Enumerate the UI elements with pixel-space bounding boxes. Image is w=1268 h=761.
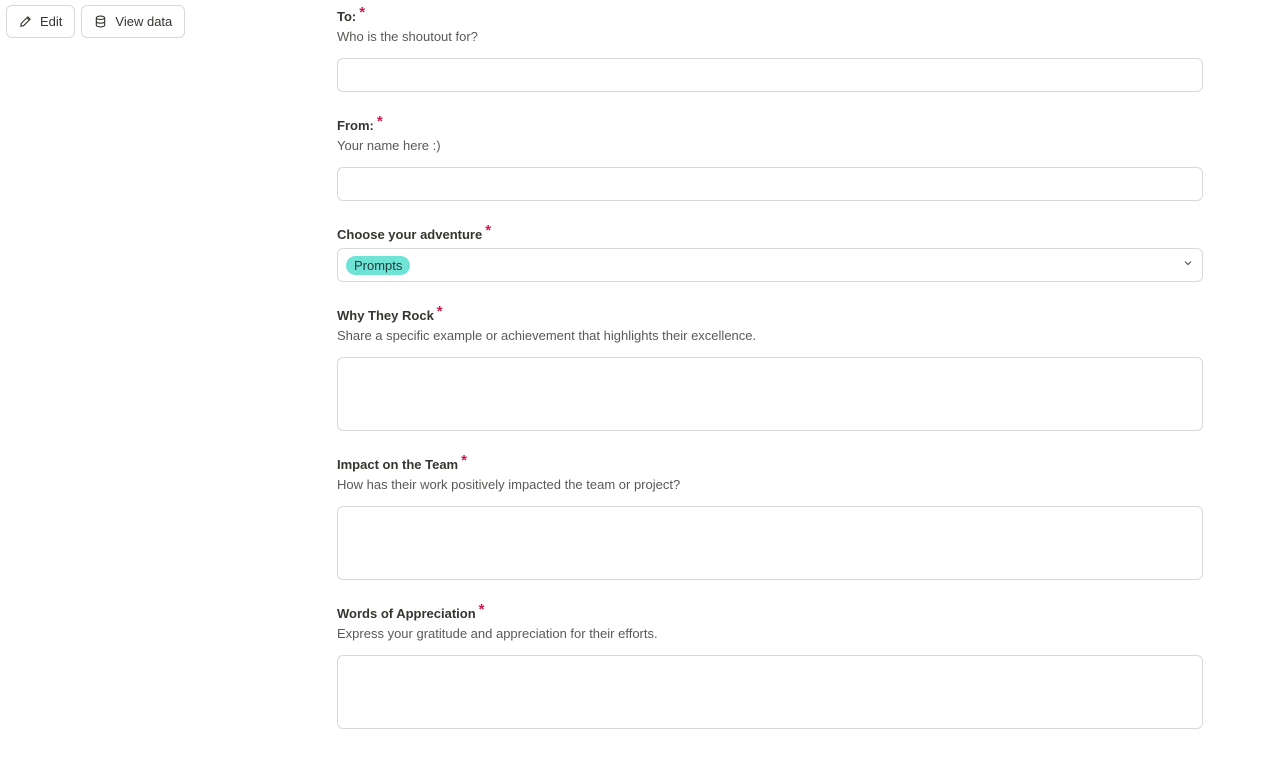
database-icon <box>94 15 107 28</box>
required-marker: * <box>485 222 492 239</box>
view-data-button[interactable] <box>81 5 185 38</box>
edit-button-label: Edit <box>40 14 63 29</box>
impact-textarea[interactable] <box>337 506 1203 580</box>
required-marker: * <box>359 4 366 21</box>
field-description: Express your gratitude and appreciation for their efforts. <box>337 626 658 641</box>
adventure-select[interactable] <box>337 248 1203 282</box>
field-label: To: <box>337 9 357 24</box>
edit-button[interactable] <box>6 5 75 38</box>
field-description: Share a specific example or achievement that highlights their excellence. <box>337 328 757 343</box>
field-label: Choose your adventure <box>337 227 483 242</box>
field-from <box>337 114 1203 201</box>
field-description: How has their work positively impacted the team or project? <box>337 477 681 492</box>
required-marker: * <box>478 601 485 618</box>
field-to <box>337 5 1203 92</box>
to-input[interactable] <box>337 58 1203 92</box>
field-impact <box>337 453 1203 580</box>
required-marker: * <box>461 452 467 469</box>
selected-tag: Prompts <box>346 256 410 275</box>
field-description: Your name here :) <box>337 138 441 153</box>
chevron-down-icon <box>1182 256 1194 274</box>
field-label: Why They Rock <box>337 308 434 323</box>
field-why-they-rock <box>337 304 1203 431</box>
view-data-button-label: View data <box>115 14 173 29</box>
field-appreciation <box>337 602 1203 729</box>
required-marker: * <box>376 113 383 130</box>
from-input[interactable] <box>337 167 1203 201</box>
required-marker: * <box>436 303 443 320</box>
why-they-rock-textarea[interactable] <box>337 357 1203 431</box>
field-adventure <box>337 223 1203 282</box>
field-label: From: <box>337 118 374 133</box>
field-description: Who is the shoutout for? <box>337 29 478 44</box>
field-label: Impact on the Team <box>337 457 459 472</box>
toolbar <box>6 5 185 38</box>
field-label: Words of Appreciation <box>337 606 476 621</box>
appreciation-textarea[interactable] <box>337 655 1203 729</box>
pencil-icon <box>19 15 32 28</box>
